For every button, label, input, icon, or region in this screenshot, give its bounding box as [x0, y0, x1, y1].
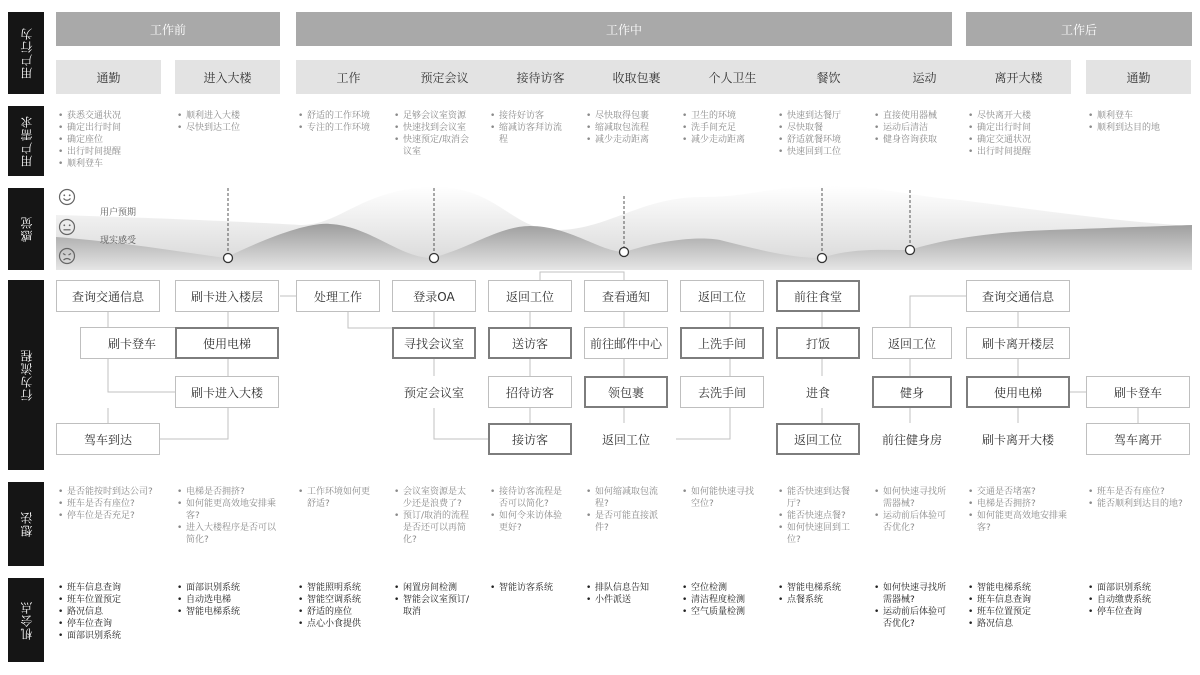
opportunity-list: [778, 582, 858, 606]
thought-item: • 会议室资源是太少还是浪费了?: [394, 486, 474, 510]
thought-list: [1088, 486, 1189, 510]
phase-before-work: 工作前: [56, 12, 280, 46]
opportunity-item: • 智能空调系统: [298, 594, 378, 606]
flow-step-c1a: 查询交通信息: [56, 280, 160, 312]
need-item: • 快速找到会议室: [394, 122, 474, 134]
flow-step-c1c: 驾车到达: [56, 423, 160, 455]
thought-item: • 工作环境如何更舒适?: [298, 486, 378, 510]
thought-item: • 如何能更高效地安排乘客?: [968, 510, 1069, 534]
expectation-label: 用户预期: [100, 208, 137, 218]
stage-box: 运动: [872, 60, 977, 94]
opportunity-list: [874, 582, 950, 630]
thought-item: • 如何能更高效地安排乘客?: [177, 498, 278, 522]
stage-box: 预定会议: [392, 60, 497, 94]
flow-step-c10d: 刷卡离开大楼: [981, 432, 1054, 447]
need-item: • 尽快取餐: [778, 122, 858, 134]
need-item: • 尽快取得包裹: [586, 110, 666, 122]
flow-step-c1b: 刷卡登车: [80, 327, 184, 359]
opportunity-item: • 如何快速寻找所需器械?: [874, 582, 950, 606]
opportunity-item: • 清洁程度检测: [682, 594, 762, 606]
opportunity-item: • 智能访客系统: [490, 582, 570, 594]
flow-step-c8a: 前往食堂: [776, 280, 860, 312]
opportunity-item: • 智能电梯系统: [778, 582, 858, 594]
need-item: • 顺利进入大楼: [177, 110, 278, 122]
reality-label: 现实感受: [100, 236, 137, 246]
thought-item: • 如何快速寻找所需器械?: [874, 486, 950, 510]
flow-step-c3a: 处理工作: [296, 280, 380, 312]
opportunity-item: • 空气质量检测: [682, 606, 762, 618]
opportunity-item: • 自动选电梯: [177, 594, 278, 606]
thought-list: [58, 486, 159, 522]
flow-step-c6b: 前往邮件中心: [584, 327, 668, 359]
need-item: • 出行时间提醒: [968, 146, 1069, 158]
need-item: • 获悉交通状况: [58, 110, 159, 122]
opportunity-item: • 运动前后体验可否优化?: [874, 606, 950, 630]
thought-list: [968, 486, 1069, 534]
flow-step-c5c: 招待访客: [488, 376, 572, 408]
opportunity-list: [682, 582, 762, 618]
stage-box: 进入大楼: [175, 60, 280, 94]
thought-item: • 班车是否有座位?: [58, 498, 159, 510]
thought-list: [778, 486, 858, 546]
row-label-opportunities: 机会点: [8, 578, 44, 662]
thought-item: • 是否能按时到达公司?: [58, 486, 159, 498]
row-label-user-needs: 用户需求: [8, 106, 44, 176]
flow-step-c6a: 查看通知: [584, 280, 668, 312]
opportunity-item: • 舒适的座位: [298, 606, 378, 618]
opportunity-item: • 路况信息: [968, 618, 1069, 630]
row-label-user-behavior: 用户行为: [8, 12, 44, 94]
need-item: • 快速回到工位: [778, 146, 858, 158]
opportunity-item: • 班车位置预定: [58, 594, 159, 606]
opportunity-list: [177, 582, 278, 618]
thought-list: [490, 486, 570, 534]
thought-item: • 如何缩减取包流程?: [586, 486, 666, 510]
thought-list: [394, 486, 474, 546]
opportunity-list: [586, 582, 666, 606]
thought-list: [682, 486, 762, 510]
row-label-flow: 行为流程: [8, 280, 44, 470]
need-item: • 健身咨询获取: [874, 134, 950, 146]
need-item: • 尽快离开大楼: [968, 110, 1069, 122]
thought-list: [177, 486, 278, 546]
need-item: • 足够会议室资源: [394, 110, 474, 122]
thought-item: • 预订/取消的流程是否还可以再简化?: [394, 510, 474, 546]
stage-box: 餐饮: [776, 60, 881, 94]
need-item: • 舒适的工作环境: [298, 110, 378, 122]
flow-step-c11a: 刷卡登车: [1086, 376, 1190, 408]
opportunity-item: • 智能电梯系统: [968, 582, 1069, 594]
flow-step-c8c: 进食: [805, 385, 830, 400]
opportunity-item: • 面部识别系统: [177, 582, 278, 594]
stage-box: 离开大楼: [966, 60, 1071, 94]
need-item: • 舒适就餐环境: [778, 134, 858, 146]
flow-step-c7a: 返回工位: [680, 280, 764, 312]
opportunity-list: [1088, 582, 1189, 618]
opportunity-item: • 停车位查询: [1088, 606, 1189, 618]
stage-box: 通勤: [1086, 60, 1191, 94]
phase-during-work: 工作中: [296, 12, 952, 46]
flow-step-c7b: 上洗手间: [680, 327, 764, 359]
flow-step-c11b: 驾车离开: [1086, 423, 1190, 455]
need-item: • 卫生的环境: [682, 110, 762, 122]
thought-item: • 班车是否有座位?: [1088, 486, 1189, 498]
thought-list: [298, 486, 378, 510]
flow-step-c7c: 去洗手间: [680, 376, 764, 408]
opportunity-item: • 面部识别系统: [1088, 582, 1189, 594]
opportunity-list: [394, 582, 474, 618]
need-item: • 确定出行时间: [58, 122, 159, 134]
opportunity-item: • 停车位查询: [58, 618, 159, 630]
opportunity-list: [490, 582, 570, 594]
thought-item: • 交通是否堵塞?: [968, 486, 1069, 498]
need-item: • 缩减访客拜访流程: [490, 122, 570, 146]
opportunity-item: • 智能照明系统: [298, 582, 378, 594]
flow-step-c10b: 刷卡离开楼层: [966, 327, 1070, 359]
thought-item: • 能否快速到达餐厅?: [778, 486, 858, 510]
need-item: • 顺利登车: [1088, 110, 1189, 122]
opportunity-item: • 点心小食提供: [298, 618, 378, 630]
need-item: • 减少走动距离: [682, 134, 762, 146]
thought-item: • 是否可能直接派件?: [586, 510, 666, 534]
stage-box: 收取包裹: [584, 60, 689, 94]
thought-list: [874, 486, 950, 534]
need-item: • 运动后清洁: [874, 122, 950, 134]
thought-item: • 电梯是否拥挤?: [968, 498, 1069, 510]
thought-item: • 停车位是否充足?: [58, 510, 159, 522]
stage-box: 通勤: [56, 60, 161, 94]
opportunity-list: [968, 582, 1069, 630]
flow-step-c2b: 使用电梯: [175, 327, 279, 359]
thought-item: • 运动前后体验可否优化?: [874, 510, 950, 534]
need-item: • 缩减取包流程: [586, 122, 666, 134]
opportunity-item: • 智能会议室预订/取消: [394, 594, 474, 618]
flow-step-c6d: 返回工位: [601, 432, 650, 447]
stage-box: 个人卫生: [680, 60, 785, 94]
opportunity-list: [298, 582, 378, 630]
opportunity-list: [58, 582, 159, 642]
flow-step-c4a: 登录OA: [392, 280, 476, 312]
row-label-thoughts: 想法: [8, 482, 44, 566]
thought-item: • 如何快速回到工位?: [778, 522, 858, 546]
flow-step-c4c: 预定会议室: [403, 385, 464, 400]
need-item: • 确定出行时间: [968, 122, 1069, 134]
need-item: • 专注的工作环境: [298, 122, 378, 134]
need-item: • 洗手间充足: [682, 122, 762, 134]
flow-step-c5b: 送访客: [488, 327, 572, 359]
thought-item: • 电梯是否拥挤?: [177, 486, 278, 498]
need-item: • 直接使用器械: [874, 110, 950, 122]
thought-item: • 进入大楼程序是否可以简化?: [177, 522, 278, 546]
need-item: • 确定交通状况: [968, 134, 1069, 146]
flow-step-c9a: 返回工位: [872, 327, 952, 359]
opportunity-item: • 空位检测: [682, 582, 762, 594]
flow-step-c8b: 打饭: [776, 327, 860, 359]
flow-step-c4b: 寻找会议室: [392, 327, 476, 359]
flow-step-c10a: 查询交通信息: [966, 280, 1070, 312]
phase-after-work: 工作后: [966, 12, 1192, 46]
stage-box: 接待访客: [488, 60, 593, 94]
flow-step-c2a: 刷卡进入楼层: [175, 280, 279, 312]
flow-step-c2c: 刷卡进入大楼: [175, 376, 279, 408]
opportunity-item: • 自动缴费系统: [1088, 594, 1189, 606]
opportunity-item: • 小件派送: [586, 594, 666, 606]
row-label-feeling: 感觉: [8, 188, 44, 270]
flow-step-c8d: 返回工位: [776, 423, 860, 455]
flow-step-c6c: 领包裹: [584, 376, 668, 408]
need-item: • 顺利到达目的地: [1088, 122, 1189, 134]
stage-box: 工作: [296, 60, 401, 94]
need-item: • 顺利登车: [58, 158, 159, 170]
need-item: • 快速到达餐厅: [778, 110, 858, 122]
need-item: • 出行时间提醒: [58, 146, 159, 158]
need-item: • 接待好访客: [490, 110, 570, 122]
thought-item: • 如何能快速寻找空位?: [682, 486, 762, 510]
opportunity-item: • 班车信息查询: [58, 582, 159, 594]
opportunity-item: • 点餐系统: [778, 594, 858, 606]
need-item: • 减少走动距离: [586, 134, 666, 146]
flow-step-c10c: 使用电梯: [966, 376, 1070, 408]
thought-item: • 能否快速点餐?: [778, 510, 858, 522]
thought-item: • 能否顺利到达目的地?: [1088, 498, 1189, 510]
need-item: • 确定座位: [58, 134, 159, 146]
opportunity-item: • 闲置房间检测: [394, 582, 474, 594]
flow-step-c5a: 返回工位: [488, 280, 572, 312]
flow-step-c9c: 前往健身房: [881, 432, 942, 447]
opportunity-item: • 智能电梯系统: [177, 606, 278, 618]
opportunity-item: • 班车位置预定: [968, 606, 1069, 618]
need-item: • 尽快到达工位: [177, 122, 278, 134]
thought-item: • 接待访客流程是否可以简化?: [490, 486, 570, 510]
opportunity-item: • 面部识别系统: [58, 630, 159, 642]
flow-step-c9b: 健身: [872, 376, 952, 408]
opportunity-item: • 路况信息: [58, 606, 159, 618]
thought-item: • 如何令来访体验更好?: [490, 510, 570, 534]
opportunity-item: • 班车信息查询: [968, 594, 1069, 606]
need-item: • 快速预定/取消会议室: [394, 134, 474, 158]
flow-step-c5d: 接访客: [488, 423, 572, 455]
thought-list: [586, 486, 666, 534]
opportunity-item: • 排队信息告知: [586, 582, 666, 594]
